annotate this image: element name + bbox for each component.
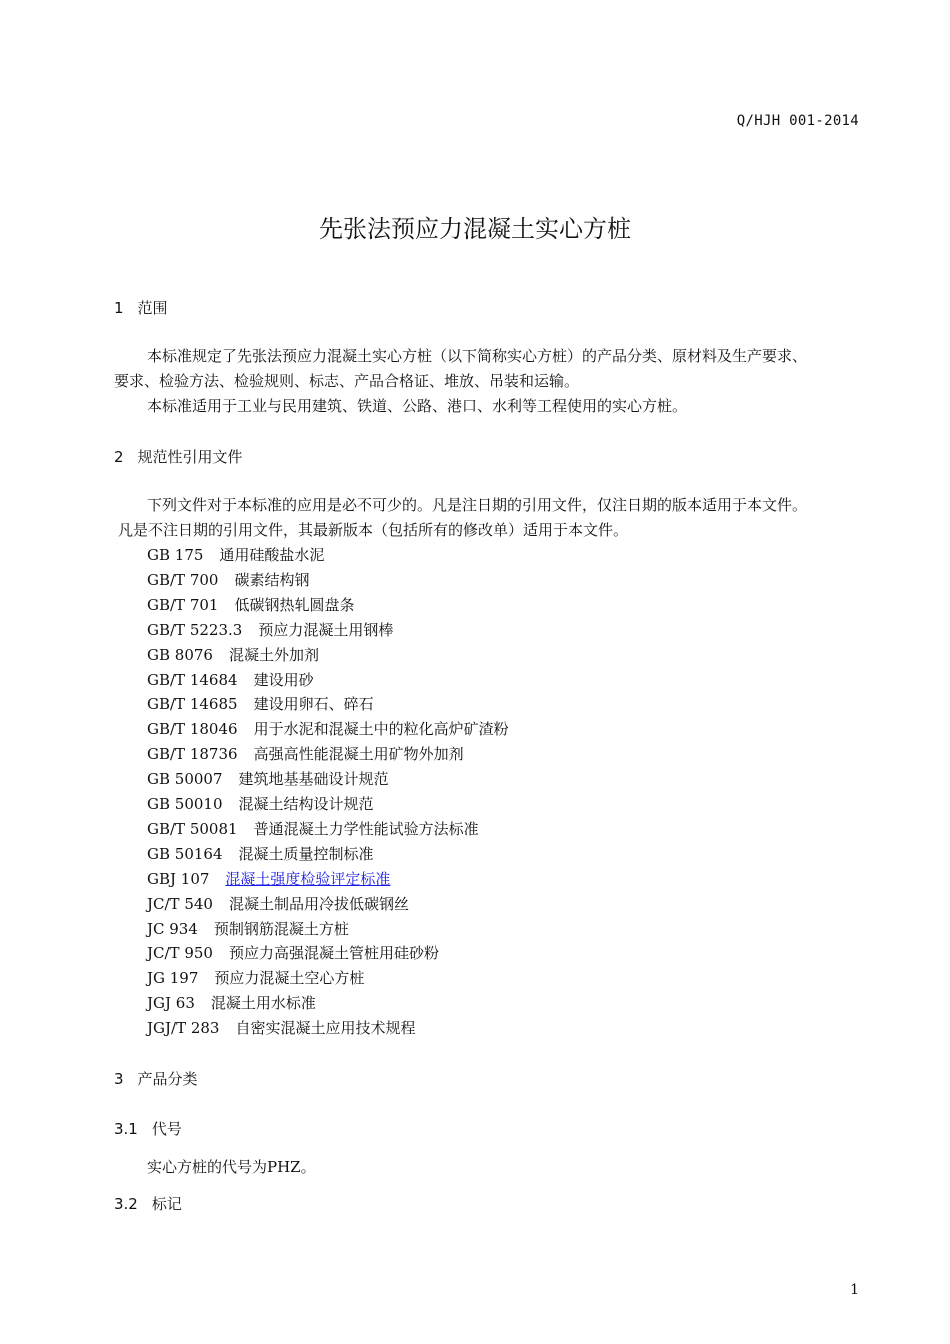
reference-item [147,793,374,814]
reference-title: 自密实混凝土应用技术规程 [235,1019,416,1038]
reference-title: 通用硅酸盐水泥 [219,546,325,564]
reference-code: JG 197 [147,969,199,988]
code-paragraph: 实心方桩的代号为PHZ。 [147,1158,316,1176]
reference-title: 用于水泥和混凝土中的粒化高炉矿渣粉 [253,720,509,739]
subsection-heading-code [114,1118,182,1139]
reference-code: GB 8076 [147,645,213,664]
reference-item [147,843,374,864]
reference-title: 碳素结构钢 [234,570,310,589]
reference-title: 建筑地基基础设计规范 [238,770,389,789]
section-heading-product-classification [114,1068,198,1089]
section-heading-normative-references [114,446,243,467]
reference-code: GB 50164 [147,844,223,863]
reference-title: 预应力混凝土用钢棒 [258,620,394,639]
normative-intro-line-2: 凡是不注日期的引用文件，其最新版本（包括所有的修改单）适用于本文件。 [118,521,629,539]
reference-code: GB 50010 [147,795,223,813]
page-number: 1 [850,1282,859,1298]
reference-code: JGJ 63 [147,994,195,1013]
reference-title: 预应力混凝土空心方桩 [214,969,365,988]
reference-item [147,619,393,640]
scope-paragraph-1-line-1: 本标准规定了先张法预应力混凝土实心方桩（以下简称实心方桩）的产品分类、原材料及生产要求、 [147,347,808,365]
scope-paragraph-2: 本标准适用于工业与民用建筑、铁道、公路、港口、水利等工程使用的实心方桩。 [147,397,688,415]
section-number: 3.2 [114,1195,138,1213]
reference-code: JGJ/T 283 [147,1019,220,1038]
reference-title: 建设用砂 [253,670,314,689]
reference-item [147,544,324,565]
reference-title: 高强高性能混凝土用矿物外加剂 [253,745,464,764]
reference-code: GB/T 18046 [147,720,238,739]
reference-item [147,669,314,690]
reference-title: 预应力高强混凝土管桩用硅砂粉 [228,944,439,963]
reference-item [147,768,389,789]
reference-title: 混凝土用水标准 [210,994,316,1013]
reference-item [147,992,316,1013]
reference-item [147,868,390,889]
reference-title: 建设用卵石、碎石 [253,695,374,714]
reference-code: GB/T 701 [147,595,219,614]
subsection-heading-marking [114,1193,182,1214]
reference-item [147,1017,415,1038]
section-title: 产品分类 [137,1070,198,1088]
reference-code: GB/T 14684 [147,670,238,689]
section-number: 1 [114,299,124,317]
reference-item [147,893,409,914]
reference-item [147,693,374,714]
reference-title: 预制钢筋混凝土方桩 [213,919,349,938]
section-title: 标记 [151,1195,182,1213]
reference-code: GB 50007 [147,770,223,789]
section-heading-scope [114,297,168,318]
reference-code: JC/T 540 [147,894,213,913]
reference-item [147,718,509,739]
section-number: 3 [114,1070,124,1088]
reference-item [147,918,349,939]
reference-item [147,743,464,764]
reference-title: 混凝土外加剂 [228,645,319,664]
normative-intro-line-1: 下列文件对于本标准的应用是必不可少的。凡是注日期的引用文件，仅注日期的版本适用于本文件。 [147,496,808,514]
reference-code: GB/T 50081 [147,819,238,838]
reference-code: GB/T 700 [147,570,219,589]
reference-title: 混凝土制品用冷拔低碳钢丝 [228,894,409,913]
document-code: Q/HJH 001-2014 [736,113,859,129]
reference-code: JC/T 950 [147,944,213,963]
reference-item [147,967,364,988]
reference-item [147,569,309,590]
reference-title: 混凝土结构设计规范 [238,795,374,813]
reference-title-link[interactable]: 混凝土强度检验评定标准 [225,869,391,888]
reference-code: GB/T 18736 [147,745,238,764]
reference-item [147,942,439,963]
reference-title: 普通混凝土力学性能试验方法标准 [253,819,479,838]
section-number: 2 [114,448,124,466]
reference-item [147,644,319,665]
reference-code: GB/T 5223.3 [147,620,243,639]
section-number: 3.1 [114,1120,138,1138]
reference-code: JC 934 [147,919,198,938]
reference-item [147,594,354,615]
section-title: 范围 [137,299,168,317]
section-title: 代号 [151,1120,182,1138]
section-title: 规范性引用文件 [137,448,243,466]
reference-title: 低碳钢热轧圆盘条 [234,595,355,614]
reference-code: GBJ 107 [147,869,210,888]
reference-title: 混凝土质量控制标准 [238,844,374,863]
reference-item [147,818,479,839]
reference-code: GB/T 14685 [147,695,238,714]
scope-paragraph-1-line-2: 要求、检验方法、检验规则、标志、产品合格证、堆放、吊装和运输。 [114,372,580,390]
document-title: 先张法预应力混凝土实心方桩 [319,215,631,243]
reference-code: GB 175 [147,546,204,564]
